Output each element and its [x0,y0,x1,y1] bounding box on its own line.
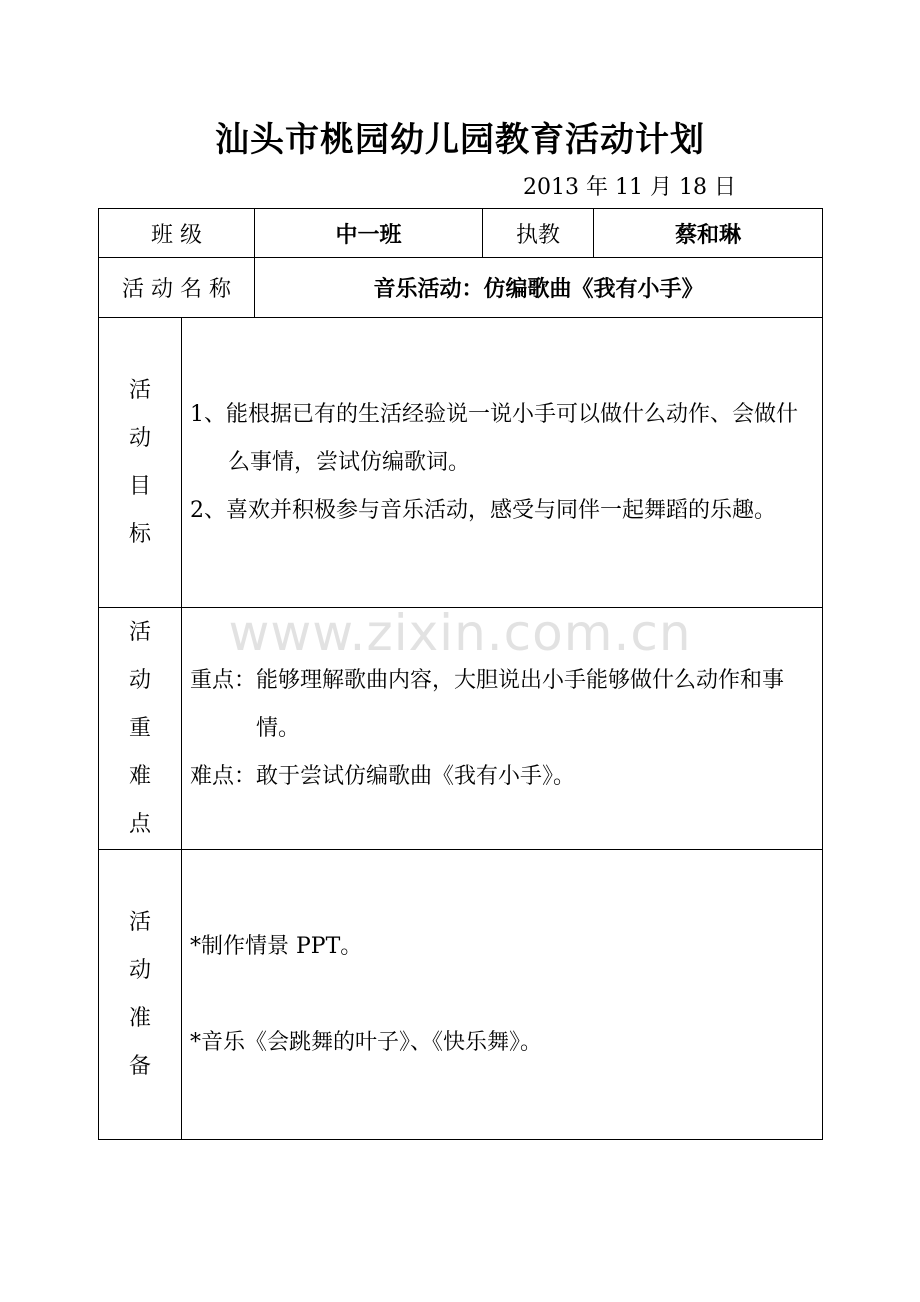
class-value: 中一班 [255,209,483,258]
goals-label [99,318,182,608]
goals-label-char: 动 [128,425,151,451]
activity-name-value: 音乐活动：仿编歌曲《我有小手》 [255,258,823,318]
keypoints-label [99,608,182,850]
activity-name-row [99,258,823,318]
preparation-label-char: 准 [128,1005,151,1031]
keypoints-label-char: 难 [128,763,151,789]
keypoints-label-char: 活 [128,619,151,645]
teacher-label: 执教 [483,209,594,258]
preparation-content [182,850,823,1140]
plan-date: 2013 年 11 月 18 日 [523,175,736,200]
preparation-label-char: 动 [128,957,151,983]
goals-label-char: 目 [128,473,151,499]
class-label: 班 级 [99,209,255,258]
goal-item: 2、喜欢并积极参与音乐活动，感受与同伴一起舞蹈的乐趣。 [190,497,776,523]
page-title: 汕头市桃园幼儿园教育活动计划 [215,120,705,160]
teacher-value: 蔡和琳 [594,209,823,258]
goal-item: 1、能根据已有的生活经验说一说小手可以做什么动作、会做什么事情，尝试仿编歌词。 [190,401,798,475]
preparation-row [99,850,823,1140]
key-point: 重点：能够理解歌曲内容，大胆说出小手能够做什么动作和事情。 [190,667,785,741]
class-row [99,209,823,258]
preparation-label [99,850,182,1140]
preparation-label-char: 备 [128,1053,151,1079]
difficult-point: 难点：敢于尝试仿编歌曲《我有小手》。 [190,763,576,789]
keypoints-row [99,608,823,850]
keypoints-label-char: 重 [128,715,151,741]
watermark: www.zixin.com.cn [228,604,692,662]
goals-label-char: 标 [128,521,151,547]
keypoints-label-char: 点 [128,811,151,837]
goals-label-char: 活 [128,377,151,403]
preparation-item: *音乐《会跳舞的叶子》、《快乐舞》。 [190,1029,543,1055]
keypoints-content [182,608,823,850]
activity-name-label: 活 动 名 称 [99,258,255,318]
keypoints-label-char: 动 [128,667,151,693]
activity-plan-table [98,208,823,1140]
preparation-item: *制作情景 PPT。 [190,933,363,959]
goals-row [99,318,823,608]
goals-content [182,318,823,608]
preparation-label-char: 活 [128,909,151,935]
